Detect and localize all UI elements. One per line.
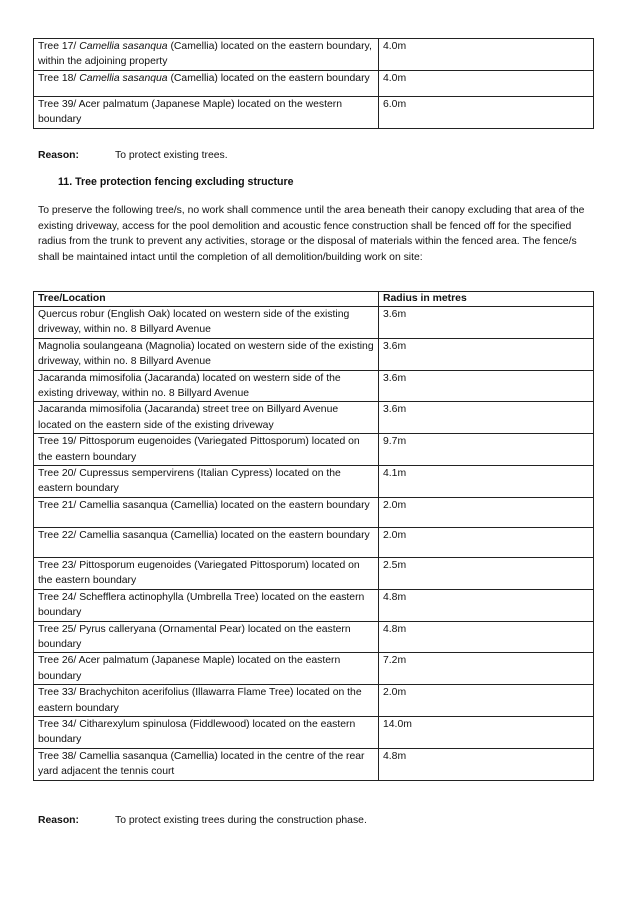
tree-location-cell: Tree 22/ Camellia sasanqua (Camellia) located on the eastern boundary <box>34 527 379 557</box>
reason-text: To protect existing trees. <box>115 150 228 161</box>
section-paragraph: To preserve the following tree/s, no work shall commence until the area beneath their canopy excluding that area of the existing driveway, access for the pool demolition and acoustic fence construction shall be fenced off for the specified radius from the trunk to prevent any activities, storage or the disposal of materials within the fenced area. The fence/s shall be maintained intact until the completion of all demolition/building work on site: <box>38 205 585 263</box>
tree-location-cell: Tree 20/ Cupressus sempervirens (Italian Cypress) located on the eastern boundary <box>34 466 379 498</box>
table-row <box>34 653 594 685</box>
table-row <box>34 370 594 402</box>
table-row <box>34 402 594 434</box>
table-row <box>34 497 594 527</box>
radius-cell: 4.8m <box>379 748 594 780</box>
table-row <box>34 748 594 780</box>
tree-location-cell: Quercus robur (English Oak) located on western side of the existing driveway, within no. 8 Billyard Avenue <box>34 307 379 339</box>
table-row <box>34 466 594 498</box>
table-row <box>34 338 594 370</box>
tree-location-cell: Tree 25/ Pyrus calleryana (Ornamental Pear) located on the eastern boundary <box>34 621 379 653</box>
tree-location-cell: Tree 26/ Acer palmatum (Japanese Maple) located on the eastern boundary <box>34 653 379 685</box>
radius-cell: 2.0m <box>379 497 594 527</box>
reason-line <box>38 148 228 164</box>
tree-location-cell: Tree 18/ Camellia sasanqua (Camellia) located on the eastern boundary <box>34 70 379 96</box>
tree-location-cell: Magnolia soulangeana (Magnolia) located on western side of the existing driveway, within no. 8 Billyard Avenue <box>34 338 379 370</box>
tree-location-cell: Jacaranda mimosifolia (Jacaranda) located on western side of the existing driveway, within no. 8 Billyard Avenue <box>34 370 379 402</box>
table-row <box>34 527 594 557</box>
continued-tree-table <box>33 38 594 129</box>
reason-text: To protect existing trees during the construction phase. <box>115 815 367 826</box>
tree-location-cell: Tree 34/ Citharexylum spinulosa (Fiddlewood) located on the eastern boundary <box>34 716 379 748</box>
tree-location-cell: Tree 19/ Pittosporum eugenoides (Variegated Pittosporum) located on the eastern boundary <box>34 434 379 466</box>
table-row <box>34 434 594 466</box>
column-header-location: Tree/Location <box>34 292 379 307</box>
section-heading: 11. Tree protection fencing excluding structure <box>58 176 294 188</box>
table-row <box>34 39 594 71</box>
radius-cell: 3.6m <box>379 307 594 339</box>
radius-cell: 7.2m <box>379 653 594 685</box>
tree-location-cell: Tree 17/ Camellia sasanqua (Camellia) located on the eastern boundary, within the adjoining property <box>34 39 379 71</box>
tree-location-cell: Tree 33/ Brachychiton acerifolius (Illawarra Flame Tree) located on the eastern boundary <box>34 685 379 717</box>
radius-cell: 3.6m <box>379 402 594 434</box>
table-header-row <box>34 292 594 307</box>
tree-location-cell: Tree 38/ Camellia sasanqua (Camellia) located in the centre of the rear yard adjacent the tennis court <box>34 748 379 780</box>
table-row <box>34 685 594 717</box>
radius-cell: 4.0m <box>379 39 594 71</box>
radius-cell: 2.0m <box>379 685 594 717</box>
tree-protection-table <box>33 291 594 781</box>
column-header-radius: Radius in metres <box>379 292 594 307</box>
reason-label: Reason: <box>38 150 79 161</box>
table-row <box>34 716 594 748</box>
radius-cell: 9.7m <box>379 434 594 466</box>
table-row <box>34 621 594 653</box>
radius-cell: 2.0m <box>379 527 594 557</box>
tree-location-cell: Tree 39/ Acer palmatum (Japanese Maple) located on the western boundary <box>34 96 379 128</box>
reason-line <box>38 813 367 829</box>
tree-location-cell: Tree 23/ Pittosporum eugenoides (Variegated Pittosporum) located on the eastern boundary <box>34 557 379 589</box>
radius-cell: 6.0m <box>379 96 594 128</box>
table-row <box>34 70 594 96</box>
radius-cell: 4.8m <box>379 589 594 621</box>
tree-location-cell: Tree 24/ Schefflera actinophylla (Umbrella Tree) located on the eastern boundary <box>34 589 379 621</box>
radius-cell: 2.5m <box>379 557 594 589</box>
table-row <box>34 307 594 339</box>
tree-location-cell: Jacaranda mimosifolia (Jacaranda) street tree on Billyard Avenue located on the eastern side of the existing driveway <box>34 402 379 434</box>
radius-cell: 4.8m <box>379 621 594 653</box>
radius-cell: 4.1m <box>379 466 594 498</box>
tree-location-cell: Tree 21/ Camellia sasanqua (Camellia) located on the eastern boundary <box>34 497 379 527</box>
table-row <box>34 589 594 621</box>
radius-cell: 3.6m <box>379 370 594 402</box>
radius-cell: 3.6m <box>379 338 594 370</box>
radius-cell: 4.0m <box>379 70 594 96</box>
radius-cell: 14.0m <box>379 716 594 748</box>
reason-label: Reason: <box>38 815 79 826</box>
table-row <box>34 96 594 128</box>
table-row <box>34 557 594 589</box>
